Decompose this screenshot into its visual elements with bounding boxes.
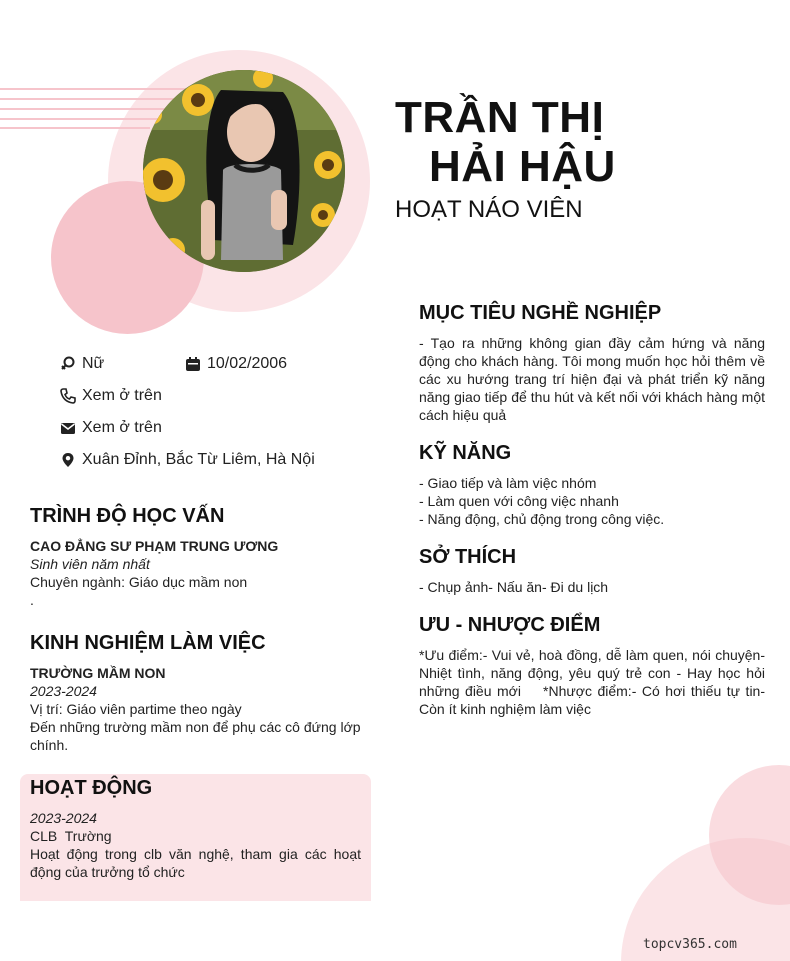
- decor-line: [0, 98, 190, 100]
- skill-item: - Làm quen với công việc nhanh: [419, 493, 619, 509]
- name-line-1: TRẦN THỊ: [395, 93, 605, 142]
- decor-line: [0, 88, 190, 90]
- education-major: Chuyên ngành: Giáo dục mầm non: [30, 574, 248, 590]
- activities-period: 2023-2024: [30, 810, 97, 826]
- activities-org: CLB Trường: [30, 828, 112, 844]
- skill-item: - Giao tiếp và làm việc nhóm: [419, 475, 597, 491]
- location-pin-icon: [60, 452, 76, 468]
- phone-value: Xem ở trên: [82, 387, 162, 404]
- phone-row: [60, 387, 162, 405]
- decor-line: [0, 127, 150, 129]
- experience-company: TRƯỜNG MẦM NON: [30, 665, 166, 681]
- phone-icon: [60, 388, 76, 404]
- decor-line: [0, 108, 190, 110]
- address-row: [60, 451, 315, 469]
- address-value: Xuân Đỉnh, Bắc Từ Liêm, Hà Nội: [82, 451, 315, 468]
- pros-cons-text: *Ưu điểm:- Vui vẻ, hoà đồng, dễ làm quen, nói chuyện- Nhiệt tình, năng động, yêu quý trẻ con - Hay học hỏi những điều mới *Nhược điểm:- Có hơi thiếu tự tin- Còn ít kinh nghiệm làm việc: [419, 647, 769, 717]
- objective-text: - Tạo ra những không gian đầy cảm hứng và năng động cho khách hàng. Tôi mong muốn học hỏi thêm về các xu hướng trang trí hiện đại và phát triển kỹ năng năng giao tiếp để thu hút và kết nối với khách hàng một cách hiệu quả: [419, 335, 765, 423]
- education-status: Sinh viên năm nhất: [30, 556, 150, 572]
- name-line-2: HẢI HẬU: [429, 142, 616, 191]
- objective-title: MỤC TIÊU NGHỀ NGHIỆP: [419, 302, 662, 324]
- pros-cons-title: ƯU - NHƯỢC ĐIỂM: [419, 614, 601, 636]
- experience-position: Vị trí: Giáo viên partime theo ngày: [30, 701, 242, 717]
- email-row: [60, 419, 162, 437]
- activities-title: HOẠT ĐỘNG: [30, 777, 153, 799]
- experience-period: 2023-2024: [30, 683, 97, 699]
- watermark: topcv365.com: [643, 937, 737, 952]
- skill-item: - Năng động, chủ động trong công việc.: [419, 511, 665, 527]
- birthday-value: 10/02/2006: [207, 355, 288, 372]
- gender-value: Nữ: [82, 355, 105, 372]
- education-title: TRÌNH ĐỘ HỌC VẤN: [30, 505, 225, 527]
- gender-row: [60, 355, 104, 373]
- email-icon: [60, 420, 76, 436]
- hobbies-title: SỞ THÍCH: [419, 546, 517, 568]
- experience-description: Đến những trường mầm non để phụ các cô đứng lớp chính.: [30, 719, 361, 753]
- calendar-icon: [185, 356, 201, 372]
- activities-description: Hoạt động trong clb văn nghệ, tham gia các hoạt động của trưởng tổ chức: [30, 846, 361, 880]
- experience-title: KINH NGHIỆM LÀM VIỆC: [30, 632, 266, 654]
- skills-title: KỸ NĂNG: [419, 442, 512, 464]
- job-title: HOẠT NÁO VIÊN: [395, 196, 583, 223]
- education-extra: .: [30, 592, 34, 608]
- birthday-row: [185, 355, 287, 373]
- email-value: Xem ở trên: [82, 419, 162, 436]
- gender-icon: [60, 356, 76, 372]
- profile-photo: [143, 70, 345, 272]
- hobbies-text: - Chụp ảnh- Nấu ăn- Đi du lịch: [419, 579, 609, 595]
- education-school: CAO ĐẲNG SƯ PHẠM TRUNG ƯƠNG: [30, 538, 279, 554]
